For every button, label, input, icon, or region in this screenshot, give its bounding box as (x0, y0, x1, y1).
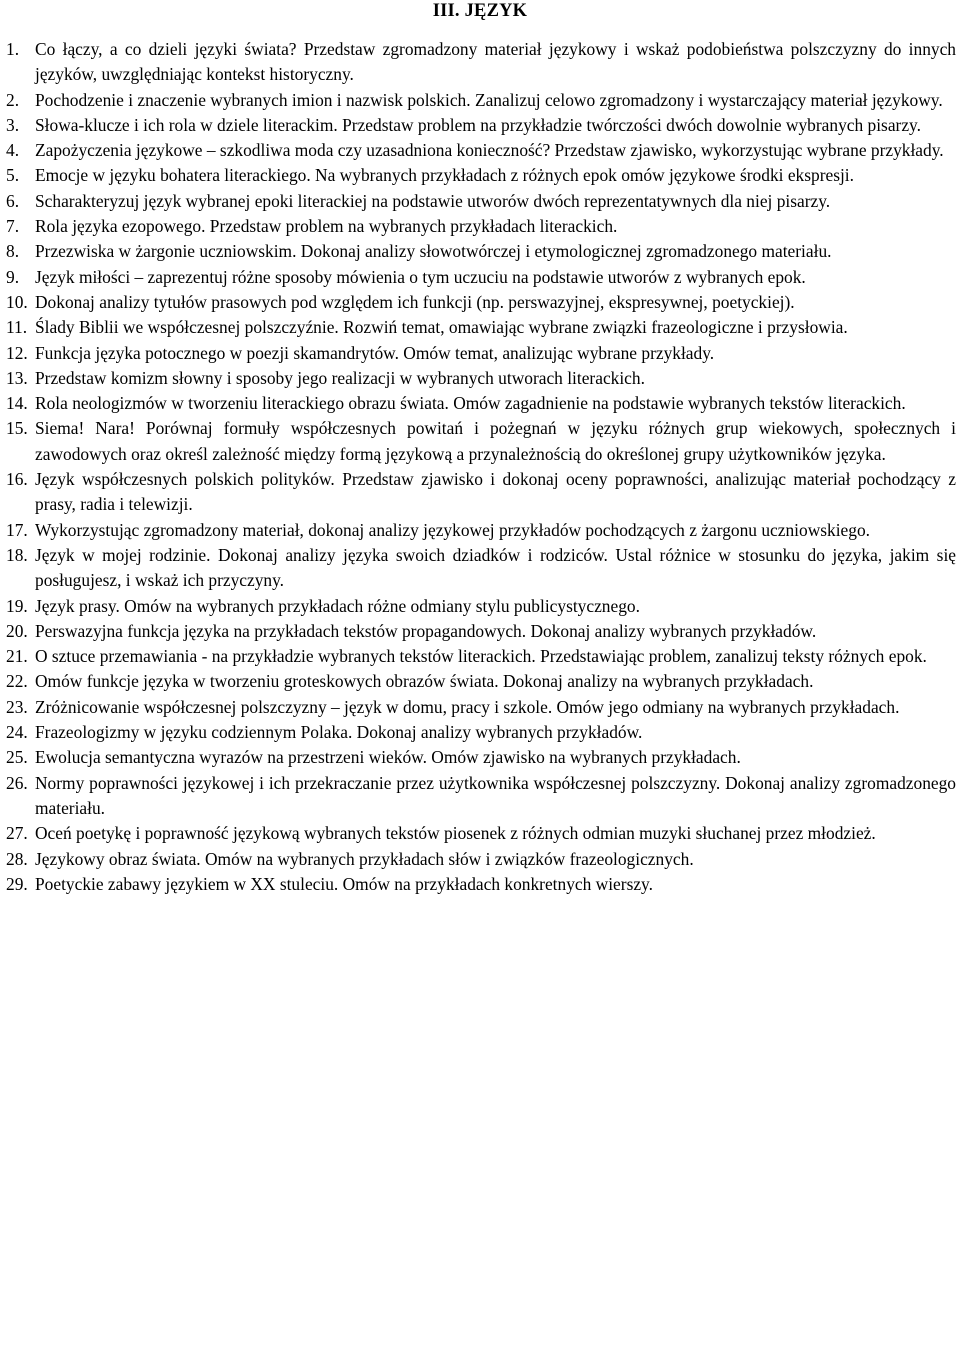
topic-number: 8. (6, 241, 20, 262)
topic-number: 13. (6, 367, 28, 388)
topic-text: Siema! Nara! Porównaj formuły współczesnych powitań i pożegnań w języku różnych grup wiekowych, społecznych i zawodowych oraz określ zależność między formą językową a przynależnością do określonej grupy użytkowników języka. (35, 418, 956, 464)
list-item (0, 669, 960, 694)
topic-number: 16. (6, 469, 28, 490)
topic-number: 26. (6, 772, 28, 793)
topic-text: Wykorzystując zgromadzony materiał, dokonaj analizy językowej przykładów pochodzących z żargonu uczniowskiego. (35, 519, 871, 540)
list-item (0, 163, 960, 188)
topic-text: Pochodzenie i znaczenie wybranych imion i nazwisk polskich. Zanalizuj celowo zgromadzony i wystarczający materiał językowy. (35, 89, 943, 110)
topic-text: Ewolucja semantyczna wyrazów na przestrzeni wieków. Omów zjawisko na wybranych przykładach. (35, 747, 741, 768)
topic-text: O sztuce przemawiania - na przykładzie wybranych tekstów literackich. Przedstawiając problem, zanalizuj teksty różnych epok. (35, 646, 927, 667)
topic-text: Scharakteryzuj język wybranej epoki literackiej na podstawie utworów dwóch reprezentatywnych dla niej pisarzy. (35, 190, 831, 211)
topic-number: 25. (6, 747, 28, 768)
section-heading: III. JĘZYK (432, 1, 528, 21)
list-item (0, 416, 960, 467)
list-item (0, 771, 960, 822)
list-item (0, 644, 960, 669)
list-item (0, 872, 960, 897)
list-item (0, 847, 960, 872)
topic-number: 10. (6, 291, 28, 312)
topic-text: Oceń poetykę i poprawność językową wybranych tekstów piosenek z różnych odmian muzyki słuchanej przez młodzież. (35, 823, 876, 844)
topic-number: 11. (6, 317, 28, 338)
topic-text: Emocje w języku bohatera literackiego. Na wybranych przykładach z różnych epok omów językowe środki ekspresji. (35, 165, 854, 186)
topic-number: 17. (6, 519, 28, 540)
topic-text: Język współczesnych polskich polityków. Przedstaw zjawisko i dokonaj oceny poprawności, analizując materiał pochodzący z prasy, radia i telewizji. (35, 469, 956, 515)
topic-text: Co łączy, a co dzieli języki świata? Przedstaw zgromadzony materiał językowy i wskaż podobieństwa polszczyzny do innych języków, uwzględniając kontekst historyczny. (35, 39, 956, 85)
topic-number: 23. (6, 696, 28, 717)
topic-number: 20. (6, 620, 28, 641)
list-item (0, 315, 960, 340)
topic-text: Perswazyjna funkcja języka na przykładach tekstów propagandowych. Dokonaj analizy wybranych przykładów. (35, 620, 817, 641)
topic-number: 7. (6, 216, 20, 237)
topic-number: 2. (6, 89, 20, 110)
list-item (0, 745, 960, 770)
topic-number: 15. (6, 418, 28, 439)
topic-text: Normy poprawności językowej i ich przekraczanie przez użytkownika współczesnej polszczyzny. Dokonaj analizy zgromadzonego materiału. (35, 772, 956, 818)
topic-text: Językowy obraz świata. Omów na wybranych przykładach słów i związków frazeologicznych. (35, 848, 694, 869)
topic-number: 29. (6, 873, 28, 894)
list-item (0, 113, 960, 138)
list-item (0, 189, 960, 214)
list-item (0, 518, 960, 543)
list-item (0, 619, 960, 644)
list-item (0, 265, 960, 290)
topic-number: 5. (6, 165, 20, 186)
list-item (0, 720, 960, 745)
topic-number: 6. (6, 190, 20, 211)
list-item (0, 88, 960, 113)
topic-text: Funkcja języka potocznego w poezji skamandrytów. Omów temat, analizując wybrane przykłady. (35, 342, 715, 363)
list-item (0, 37, 960, 88)
topic-text: Zapożyczenia językowe – szkodliwa moda czy uzasadniona konieczność? Przedstaw zjawisko, wykorzystując wybrane przykłady. (35, 140, 944, 161)
topic-number: 19. (6, 595, 28, 616)
topic-number: 3. (6, 114, 20, 135)
list-item (0, 695, 960, 720)
topic-text: Omów funkcje języka w tworzeniu groteskowych obrazów świata. Dokonaj analizy na wybranych przykładach. (35, 671, 814, 692)
topic-text: Słowa-klucze i ich rola w dziele literackim. Przedstaw problem na przykładzie twórczości dwóch dowolnie wybranych pisarzy. (35, 114, 921, 135)
list-item (0, 467, 960, 518)
topic-number: 1. (6, 39, 20, 59)
topic-text: Rola języka ezopowego. Przedstaw problem na wybranych przykładach literackich. (35, 216, 618, 237)
list-item (0, 290, 960, 315)
list-item (0, 341, 960, 366)
list-item (0, 594, 960, 619)
topic-text: Zróżnicowanie współczesnej polszczyzny – język w domu, pracy i szkole. Omów jego odmiany na wybranych przykładach. (35, 696, 900, 717)
topic-text: Przezwiska w żargonie uczniowskim. Dokonaj analizy słowotwórczej i etymologicznej zgromadzonego materiału. (35, 241, 832, 262)
topic-text: Frazeologizmy w języku codziennym Polaka. Dokonaj analizy wybranych przykładów. (35, 722, 643, 743)
topic-text: Przedstaw komizm słowny i sposoby jego realizacji w wybranych utworach literackich. (35, 367, 645, 388)
topic-text: Język miłości – zaprezentuj różne sposoby mówienia o tym uczuciu na podstawie utworów z wybranych epok. (35, 266, 806, 287)
topic-text: Ślady Biblii we współczesnej polszczyźnie. Rozwiń temat, omawiając wybrane związki frazeologiczne i przysłowia. (35, 317, 848, 338)
topic-text: Język prasy. Omów na wybranych przykładach różne odmiany stylu publicystycznego. (35, 595, 640, 616)
topic-text: Rola neologizmów w tworzeniu literackiego obrazu świata. Omów zagadnienie na podstawie wybranych tekstów literackich. (35, 393, 906, 414)
topic-number: 27. (6, 823, 28, 844)
list-item (0, 366, 960, 391)
list-item (0, 821, 960, 846)
topic-number: 18. (6, 544, 28, 565)
list-item (0, 239, 960, 264)
list-item (0, 543, 960, 594)
topic-number: 24. (6, 722, 28, 743)
topic-number: 22. (6, 671, 28, 692)
topic-number: 12. (6, 342, 28, 363)
list-item (0, 391, 960, 416)
list-item (0, 138, 960, 163)
topic-text: Dokonaj analizy tytułów prasowych pod względem ich funkcji (np. perswazyjnej, ekspresywnej, poetyckiej). (35, 291, 795, 312)
topic-text: Język w mojej rodzinie. Dokonaj analizy języka swoich dziadków i rodziców. Ustal różnice w stosunku do języka, jakim się posługujesz, i wskaż ich przyczyny. (35, 544, 956, 591)
topic-list (0, 37, 960, 897)
topic-number: 9. (6, 266, 20, 287)
topic-number: 14. (6, 393, 28, 414)
topic-text: Poetyckie zabawy językiem w XX stuleciu. Omów na przykładach konkretnych wierszy. (35, 873, 653, 894)
topic-number: 21. (6, 646, 28, 667)
topic-number: 28. (6, 848, 28, 869)
list-item (0, 214, 960, 239)
topic-number: 4. (6, 140, 20, 161)
